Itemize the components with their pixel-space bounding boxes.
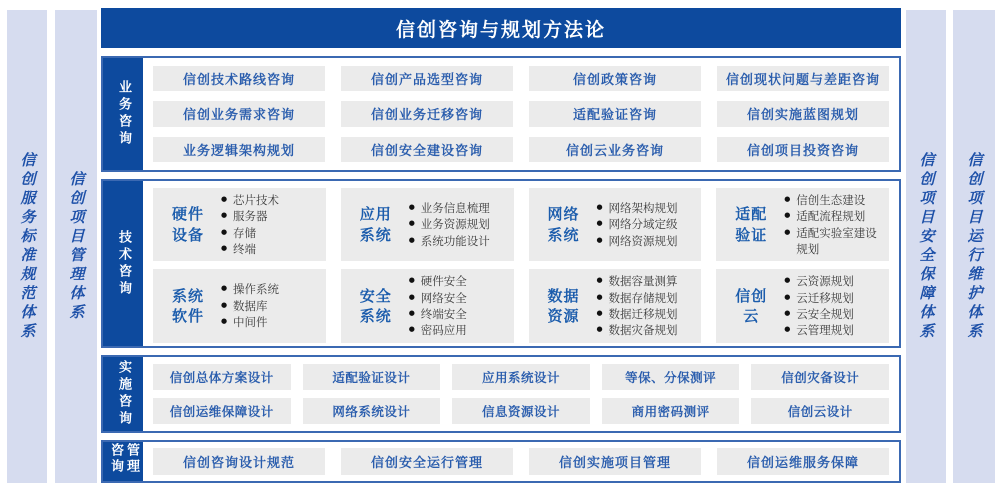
section-business-consulting	[101, 56, 901, 172]
consulting-item: 信创灾备设计	[751, 364, 889, 390]
card-bullet: ● 适配实验室建设规划	[784, 225, 883, 258]
tech-card-xinchuang-cloud	[716, 269, 889, 342]
card-bullet: ● 数据库	[221, 298, 279, 314]
card-title-line: 适配	[735, 205, 768, 224]
side-bar-label: 信创服务标准规范体系	[18, 151, 37, 342]
card-bullet: ● 网络安全	[409, 290, 467, 306]
tech-card-application	[341, 188, 514, 261]
diagram-title: 信创咨询与规划方法论	[395, 18, 606, 41]
consulting-item: 业务逻辑架构规划	[153, 137, 325, 162]
section-label-box	[103, 181, 143, 346]
section-implementation-consulting	[101, 355, 901, 433]
side-bar-label: 信创项目安全保障体系	[917, 151, 936, 342]
section-content	[143, 442, 899, 481]
card-bullet: ● 网络资源规划	[597, 233, 678, 249]
section-label-box	[103, 442, 143, 481]
tech-card-security	[341, 269, 514, 342]
tech-card-adaptation	[716, 188, 889, 261]
consulting-item: 信创实施蓝图规划	[717, 101, 889, 126]
card-title	[539, 204, 589, 245]
consulting-item: 适配验证咨询	[529, 101, 701, 126]
card-bullet: ● 数据容量测算	[597, 273, 678, 289]
card-title-line: 安全	[359, 286, 392, 305]
card-bullet-list	[784, 192, 883, 257]
card-title-line: 软件	[171, 306, 204, 325]
card-bullet: ● 数据灾备规划	[597, 322, 678, 338]
consulting-item: 网络系统设计	[303, 398, 441, 424]
side-bar-label: 信创项目运行维护体系	[965, 151, 984, 342]
card-title-line: 网络	[547, 205, 580, 224]
card-title-line: 系统	[171, 286, 204, 305]
card-title	[163, 286, 213, 327]
section-label: 咨询管理	[108, 442, 139, 475]
card-bullet-list	[221, 192, 279, 257]
consulting-item: 信创云业务咨询	[529, 137, 701, 162]
card-bullet: ● 业务资源规划	[409, 216, 490, 232]
section-consulting-management	[101, 440, 901, 483]
consulting-item: 等保、分保测评	[602, 364, 740, 390]
card-title-line: 设备	[171, 225, 204, 244]
card-bullet: ● 系统功能设计	[409, 233, 490, 249]
consulting-item: 信创安全建设咨询	[341, 137, 513, 162]
consulting-item: 信创业务需求咨询	[153, 101, 325, 126]
side-bar-project-management	[55, 10, 97, 483]
consulting-item: 信创技术路线咨询	[153, 66, 325, 91]
tech-card-network	[529, 188, 702, 261]
consulting-item: 信创运维保障设计	[153, 398, 291, 424]
consulting-item: 信创业务迁移咨询	[341, 101, 513, 126]
section-content	[143, 357, 899, 431]
consulting-item: 信创项目投资咨询	[717, 137, 889, 162]
card-bullet: ● 终端安全	[409, 306, 467, 322]
card-bullet: ● 硬件安全	[409, 273, 467, 289]
card-bullet: ● 存储	[221, 225, 279, 241]
card-bullet: ● 业务信息梳理	[409, 200, 490, 216]
card-bullet: ● 终端	[221, 241, 279, 257]
section-label-box	[103, 58, 143, 170]
section-content	[143, 181, 899, 346]
consulting-item: 信创安全运行管理	[341, 448, 513, 475]
card-bullet: ● 云安全规划	[784, 306, 854, 322]
side-bar-security-assurance	[906, 10, 946, 483]
consulting-item: 信创现状问题与差距咨询	[717, 66, 889, 91]
card-title	[351, 204, 401, 245]
consulting-item: 信息资源设计	[452, 398, 590, 424]
card-bullet: ● 中间件	[221, 314, 279, 330]
diagram-title-bar	[101, 8, 901, 48]
consulting-item: 信创政策咨询	[529, 66, 701, 91]
card-bullet-list	[597, 273, 678, 338]
card-title-line: 应用	[359, 205, 392, 224]
card-title-line: 云	[743, 306, 760, 325]
side-bar-label: 信创项目管理体系	[67, 170, 86, 323]
card-bullet: ● 芯片技术	[221, 192, 279, 208]
consulting-item: 信创总体方案设计	[153, 364, 291, 390]
side-bar-service-standard	[7, 10, 47, 483]
card-bullet: ● 网络架构规划	[597, 200, 678, 216]
card-title-line: 验证	[735, 225, 768, 244]
card-title	[351, 286, 401, 327]
card-bullet-list	[409, 200, 490, 249]
side-bar-operation-maintenance	[953, 10, 995, 483]
card-bullet-list	[221, 281, 279, 330]
section-label: 实施咨询	[116, 360, 131, 428]
section-content	[143, 58, 899, 170]
methodology-diagram	[101, 8, 901, 483]
card-bullet: ● 服务器	[221, 208, 279, 224]
section-label: 技术咨询	[116, 229, 131, 298]
section-technical-consulting	[101, 179, 901, 348]
card-bullet: ● 云资源规划	[784, 273, 854, 289]
tech-card-data-resource	[529, 269, 702, 342]
card-bullet: ● 数据存储规划	[597, 290, 678, 306]
card-title-line: 硬件	[171, 205, 204, 224]
card-title	[726, 204, 776, 245]
section-label: 业务咨询	[116, 80, 131, 148]
tech-card-system-software	[153, 269, 326, 342]
card-bullet: ● 云管理规划	[784, 322, 854, 338]
consulting-item: 信创产品选型咨询	[341, 66, 513, 91]
card-title-line: 系统	[359, 306, 392, 325]
card-title-line: 系统	[359, 225, 392, 244]
consulting-item: 信创咨询设计规范	[153, 448, 325, 475]
consulting-item: 应用系统设计	[452, 364, 590, 390]
consulting-item: 信创运维服务保障	[717, 448, 889, 475]
card-title	[163, 204, 213, 245]
consulting-item: 适配验证设计	[303, 364, 441, 390]
card-title-line: 数据	[547, 286, 580, 305]
card-bullet: ● 适配流程规划	[784, 208, 883, 224]
card-bullet: ● 操作系统	[221, 281, 279, 297]
card-title-line: 系统	[547, 225, 580, 244]
card-title-line: 资源	[547, 306, 580, 325]
card-bullet: ● 密码应用	[409, 322, 467, 338]
card-bullet: ● 信创生态建设	[784, 192, 883, 208]
card-title-line: 信创	[735, 286, 768, 305]
card-bullet: ● 网络分域定级	[597, 216, 678, 232]
consulting-item: 信创云设计	[751, 398, 889, 424]
card-bullet: ● 数据迁移规划	[597, 306, 678, 322]
card-bullet-list	[597, 200, 678, 249]
card-bullet-list	[409, 273, 467, 338]
card-bullet-list	[784, 273, 854, 338]
tech-card-hardware	[153, 188, 326, 261]
consulting-item: 商用密码测评	[602, 398, 740, 424]
section-label-box	[103, 357, 143, 431]
card-title	[726, 286, 776, 327]
card-title	[539, 286, 589, 327]
card-bullet: ● 云迁移规划	[784, 290, 854, 306]
consulting-item: 信创实施项目管理	[529, 448, 701, 475]
